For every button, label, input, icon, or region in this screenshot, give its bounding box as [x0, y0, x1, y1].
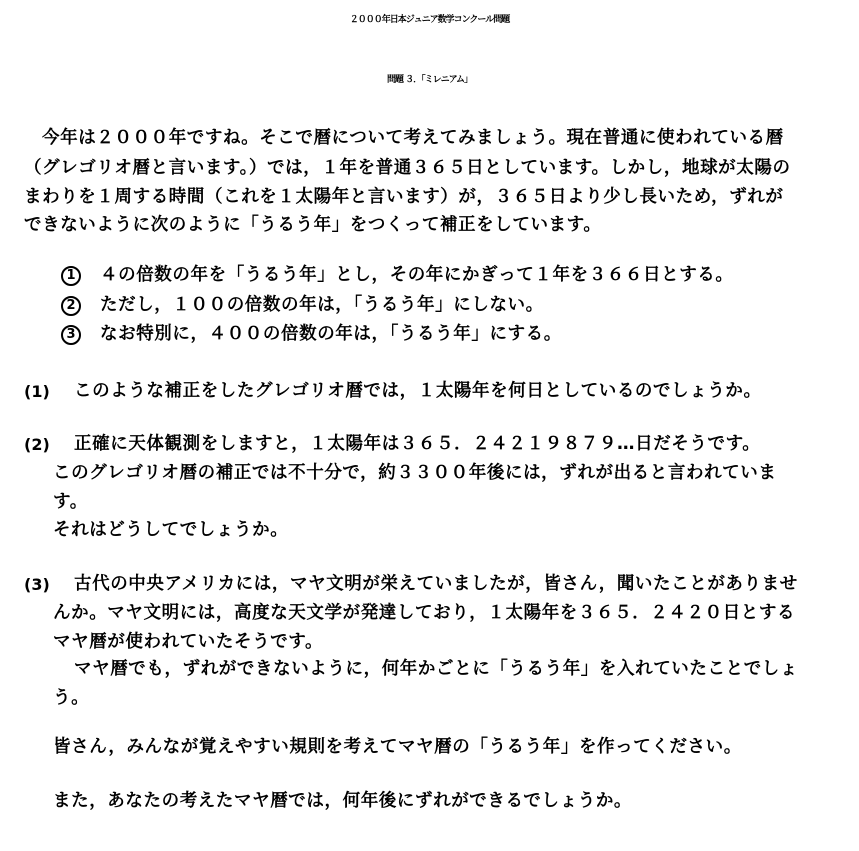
- question-1-line-1: このような補正をしたグレゴリオ暦では，１太陽年を何日としているのでしょうか。: [74, 381, 762, 401]
- rule-1-marker: 1: [61, 266, 81, 286]
- question-1-number: (1): [24, 382, 50, 401]
- question-2-number: (2): [24, 435, 50, 454]
- question-3-line-4: マヤ暦でも，ずれができないように，何年かごとに「うるう年」を入れていたことでしょ: [74, 659, 798, 679]
- intro-line-1: 今年は２０００年ですね。そこで暦について考えてみましょう。現在普通に使われている暦: [42, 128, 784, 148]
- rule-3-marker: 3: [61, 325, 81, 345]
- problem-heading: 問題 ３．「ミレニアム」: [386, 75, 472, 85]
- question-3-line-3: マヤ暦が使われていたそうです。: [53, 632, 324, 652]
- question-3-number: (3): [24, 575, 50, 594]
- question-3-line-1: 古代の中央アメリカには，マヤ文明が栄えていましたが，皆さん，聞いたことがありませ: [74, 574, 798, 594]
- rule-3-text: なお特別に，４００の倍数の年は，「うるう年」にする。: [100, 324, 562, 344]
- rule-2-text: ただし，１００の倍数の年は，「うるう年」にしない。: [100, 295, 544, 315]
- question-2-line-2: このグレゴリオ暦の補正では不十分で，約３３００年後には，ずれが出ると言われていま: [53, 463, 777, 483]
- question-3-line-6: 皆さん，みんなが覚えやすい規則を考えてマヤ暦の「うるう年」を作ってください。: [53, 737, 742, 757]
- intro-line-3: まわりを１周する時間（これを１太陽年と言います）が，３６５日より少し長いため，ずれが: [24, 187, 784, 207]
- question-2-line-4: それはどうしてでしょうか。: [53, 520, 289, 540]
- intro-line-4: できないように次のように「うるう年」をつくって補正をしています。: [24, 215, 602, 235]
- question-3-line-5: う。: [53, 688, 90, 708]
- rule-1-text: ４の倍数の年を「うるう年」とし，その年にかぎって１年を３６６日とする。: [100, 265, 734, 285]
- question-3-line-7: また，あなたの考えたマヤ暦では，何年後にずれができるでしょうか。: [53, 791, 633, 811]
- question-2-line-3: す。: [53, 492, 88, 512]
- intro-line-2: （グレゴリオ暦と言います。）では，１年を普通３６５日としています。しかし，地球が太陽の: [24, 158, 791, 178]
- question-3-line-2: んか。マヤ文明には，高度な天文学が発達しており，１太陽年を３６５．２４２０日とする: [53, 603, 796, 623]
- rule-2-marker: 2: [61, 296, 81, 316]
- question-2-line-1: 正確に天体観測をしますと，１太陽年は３６５．２４２１９８７９…日だそうです。: [74, 434, 761, 454]
- document-title: ２０００年日本ジュニア数学コンクール問題: [349, 15, 510, 25]
